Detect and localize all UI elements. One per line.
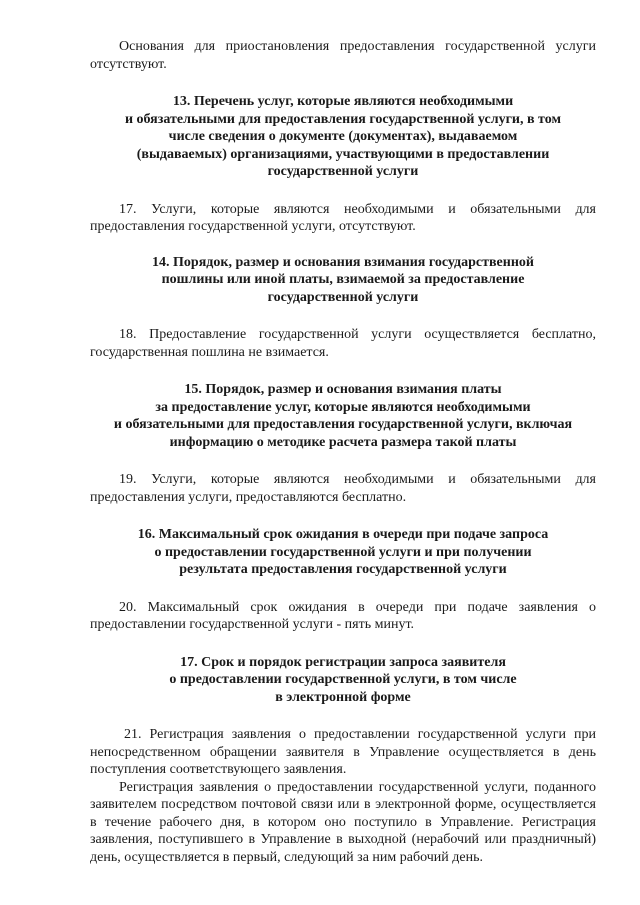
heading-line: 17. Срок и порядок регистрации запроса заявителя bbox=[180, 654, 506, 670]
heading-line: 14. Порядок, размер и основания взимания государственной bbox=[152, 254, 534, 270]
paragraph-suspension: Основания для приостановления предоставления государственной услуги отсутствуют. bbox=[90, 39, 596, 72]
heading-line: 15. Порядок, размер и основания взимания платы bbox=[184, 382, 502, 397]
heading-line: о предоставлении государственной услуги, в том числе bbox=[169, 672, 517, 687]
heading-line: за предоставление услуг, которые являются необходимыми bbox=[155, 399, 531, 415]
paragraph-20: 20. Максимальный срок ожидания в очереди при подаче заявления о предоставлении государственной услуги - пять минут. bbox=[90, 599, 596, 632]
section-16-heading bbox=[90, 526, 596, 579]
heading-line: 13. Перечень услуг, которые являются необходимыми bbox=[172, 94, 514, 109]
heading-line: числе сведения о документе (документах), выдаваемом bbox=[168, 129, 518, 144]
heading-line: и обязательными для предоставления государственной услуги, включая bbox=[113, 417, 573, 432]
heading-line: государственной услуги bbox=[267, 164, 419, 179]
heading-line: пошлины или иной платы, взимаемой за предоставление bbox=[161, 272, 525, 287]
document-page bbox=[90, 38, 596, 866]
paragraph-17: 17. Услуги, которые являются необходимыми и обязательными для предоставления государственной услуги, отсутствуют. bbox=[90, 201, 596, 234]
paragraph-21: 21. Регистрация заявления о предоставлении государственной услуги при непосредственном обращении заявителя в Управление осуществляется в день поступления соответствующего заявления. bbox=[90, 727, 596, 777]
paragraph-21-continued: Регистрация заявления о предоставлении государственной услуги, поданного заявителем посредством почтовой связи или в электронной форме, осуществляется в течение рабочего дня, в котором оно поступило в Управление. Регистрация заявления, поступившего в Управление в выходной (нерабочий или праздничный) день, осуществляется в первый, следующий за ним рабочий день. bbox=[90, 779, 596, 865]
heading-line: (выдаваемых) организациями, участвующими в предоставлении bbox=[136, 146, 550, 162]
paragraph-18: 18. Предоставление государственной услуги осуществляется бесплатно, государственная пошлина не взимается. bbox=[90, 327, 596, 360]
section-13-heading bbox=[90, 93, 596, 181]
paragraph-19: 19. Услуги, которые являются необходимыми и обязательными для предоставления услуги, предоставляются бесплатно. bbox=[90, 472, 596, 505]
heading-line: о предоставлении государственной услуги и при получении bbox=[154, 544, 532, 560]
heading-line: информацию о методике расчета размера такой платы bbox=[169, 434, 517, 450]
heading-line: результата предоставления государственной услуги bbox=[179, 562, 507, 577]
section-14-heading bbox=[90, 254, 596, 307]
heading-line: государственной услуги bbox=[267, 289, 419, 305]
heading-line: 16. Максимальный срок ожидания в очереди при подаче запроса bbox=[137, 527, 549, 542]
section-17-heading bbox=[90, 654, 596, 707]
section-15-heading bbox=[90, 381, 596, 451]
heading-line: в электронной форме bbox=[275, 689, 411, 705]
heading-line: и обязательными для предоставления государственной услуги, в том bbox=[124, 111, 562, 127]
